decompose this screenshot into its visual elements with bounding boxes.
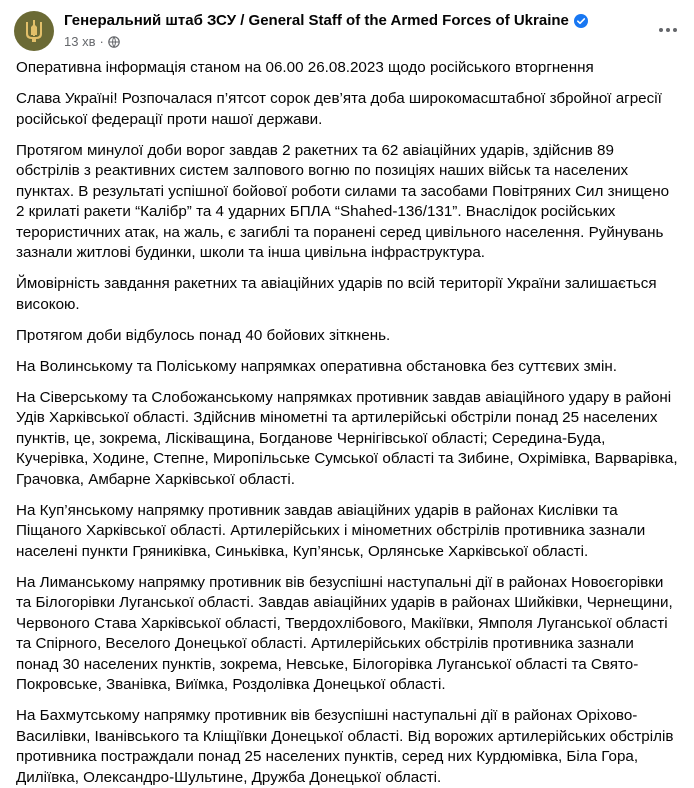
post-body xyxy=(0,58,694,788)
trident-emblem-icon xyxy=(14,11,54,51)
post-paragraph: Протягом доби відбулось понад 40 бойових зіткнень. xyxy=(16,326,391,344)
post-paragraph: На Волинському та Поліському напрямках оперативна обстановка без суттєвих змін. xyxy=(16,357,617,375)
more-options-icon xyxy=(658,27,678,33)
author-name[interactable]: Генеральний штаб ЗСУ / General Staff of the Armed Forces of Ukraine xyxy=(64,12,569,29)
post-paragraph-title: Оперативна інформація станом на 06.00 26.08.2023 щодо російського вторгнення xyxy=(16,59,594,76)
post-paragraph: Слава Україні! Розпочалася п’ятсот сорок дев’ята доба широкомасштабної збройної агресії російської федерації проти нашої держави. xyxy=(16,90,662,128)
post-paragraph: На Бахмутському напрямку противник вів безуспішні наступальні дії в районах Оріхово-Василівки, Іванівського та Кліщіївки Донецької області. Від ворожих артилерійських обстрілів противника постраждали понад 25 населених пунктів, серед них Курдюмівка, Біла Гора, Диліївка, Олександро-Шультине, Дружба Донецької області. xyxy=(16,707,674,786)
meta-separator: · xyxy=(99,34,104,49)
post-paragraph: На Лиманському напрямку противник вів безуспішні наступальні дії в районах Новоєгорівки та Білогорівки Луганської області. Завдав авіаційних ударів в районах Шийківки, Чернещини, Червоного Става Харківської області, Твердохлібового, Макіївки, Ямполя Луганської області та Спірного, Веселого Донецької області. Артилерійських обстрілів противника зазнали понад 30 населених пунктів, зокрема, Невське, Білогорівка Луганської області та Свято-Покровське, Званівка, Виїмка, Роздолівка Донецької області. xyxy=(16,573,673,693)
post-paragraph: Ймовірність завдання ракетних та авіаційних ударів по всій території України залишається високою. xyxy=(16,275,657,313)
more-options-button[interactable] xyxy=(656,18,680,42)
post-paragraph: На Куп’янському напрямку противник завдав авіаційних ударів в районах Кислівки та Піщаного Харківської області. Артилерійських і мінометних обстрілів противника зазнали населені пункти Гряниківка, Синьківка, Куп’янськ, Орлянське Харківської області. xyxy=(16,501,646,560)
post-author[interactable] xyxy=(64,12,588,29)
post-timestamp[interactable]: 13 хв xyxy=(64,34,96,49)
post-paragraph: Протягом минулої доби ворог завдав 2 ракетних та 62 авіаційних ударів, здійснив 89 обстрілів з реактивних систем залпового вогню по позиціях наших військ та населених пунктах. В результаті успішної бойової роботи силами та засобами Повітряних Сил знищено 2 крилаті ракети “Калібр” та 4 ударних БПЛА “Shahed-136/131”. Внаслідок російських терористичних атак, на жаль, є загиблі та поранені серед цивільного населення. Руйнувань зазнали житлові будинки, школи та інша цивільна інфраструктура. xyxy=(16,141,670,261)
globe-icon[interactable] xyxy=(108,36,120,48)
verified-badge-icon xyxy=(574,14,588,28)
post-header xyxy=(0,0,694,58)
post-meta xyxy=(64,34,120,49)
post-paragraph: На Сіверському та Слобожанському напрямках противник завдав авіаційного удару в районі Удів Харківської області. Здійснив мінометні та артилерійські обстріли понад 25 населених пунктів, це, зокрема, Лісківащина, Богданове Чернігівської області; Середина-Буда, Кучерівка, Ходине, Степне, Миропільське Сумської області та Зибине, Охрімівка, Варварівка, Грачовка, Амбарне Харківської області. xyxy=(16,388,678,488)
avatar[interactable] xyxy=(14,11,54,51)
